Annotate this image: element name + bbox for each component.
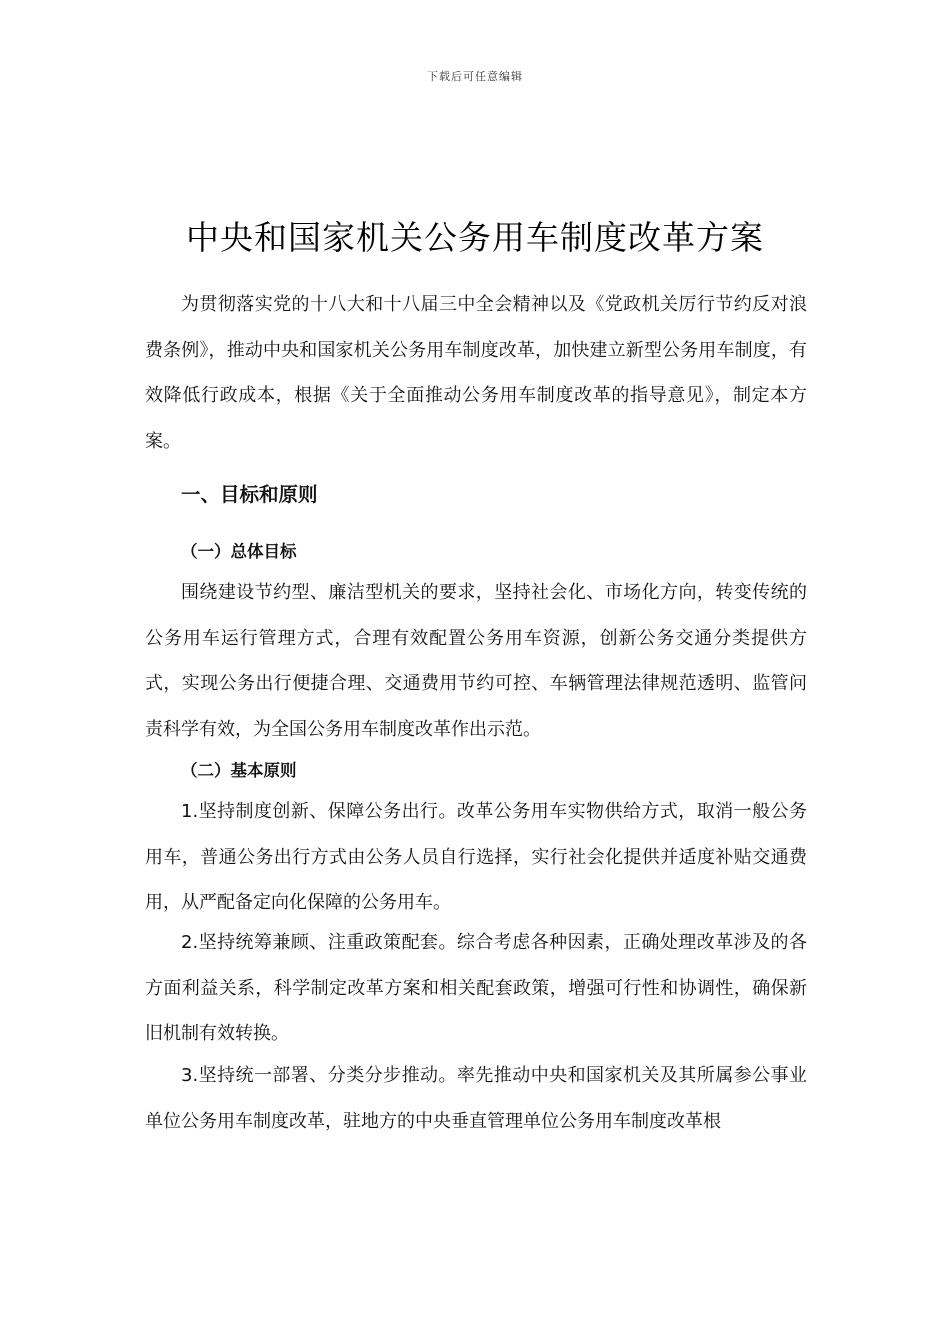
principle-paragraph-2: 2.坚持统筹兼顾、注重政策配套。综合考虑各种因素，正确处理改革涉及的各方面利益关系，科学制定改革方案和相关配套政策，增强可行性和协调性，确保新旧机制有效转换。 bbox=[145, 932, 807, 1044]
subsection-heading-overall-goal: （一）总体目标 bbox=[181, 542, 297, 561]
intro-paragraph: 为贯彻落实党的十八大和十八届三中全会精神以及《党政机关厉行节约反对浪费条例》，推动中央和国家机关公务用车制度改革，加快建立新型公务用车制度，有效降低行政成本，根据《关于全面推动公务用车制度改革的指导意见》，制定本方案。 bbox=[145, 294, 807, 452]
overall-goal-paragraph: 围绕建设节约型、廉洁型机关的要求，坚持社会化、市场化方向，转变传统的公务用车运行管理方式，合理有效配置公务用车资源，创新公务交通分类提供方式，实现公务出行便捷合理、交通费用节约可控、车辆管理法律规范透明、监管问责科学有效，为全国公务用车制度改革作出示范。 bbox=[145, 582, 807, 740]
header-note: 下载后可任意编辑 bbox=[427, 70, 523, 83]
principle-paragraph-1: 1.坚持制度创新、保障公务出行。改革公务用车实物供给方式，取消一般公务用车，普通公务出行方式由公务人员自行选择，实行社会化提供并适度补贴交通费用，从严配备定向化保障的公务用车。 bbox=[145, 801, 807, 913]
document-title: 中央和国家机关公务用车制度改革方案 bbox=[186, 218, 764, 257]
section-heading-goals-principles: 一、目标和原则 bbox=[181, 483, 318, 506]
principle-paragraph-3: 3.坚持统一部署、分类分步推动。率先推动中央和国家机关及其所属参公事业单位公务用车制度改革，驻地方的中央垂直管理单位公务用车制度改革根 bbox=[145, 1065, 807, 1132]
subsection-heading-basic-principles: （二）基本原则 bbox=[181, 761, 297, 780]
